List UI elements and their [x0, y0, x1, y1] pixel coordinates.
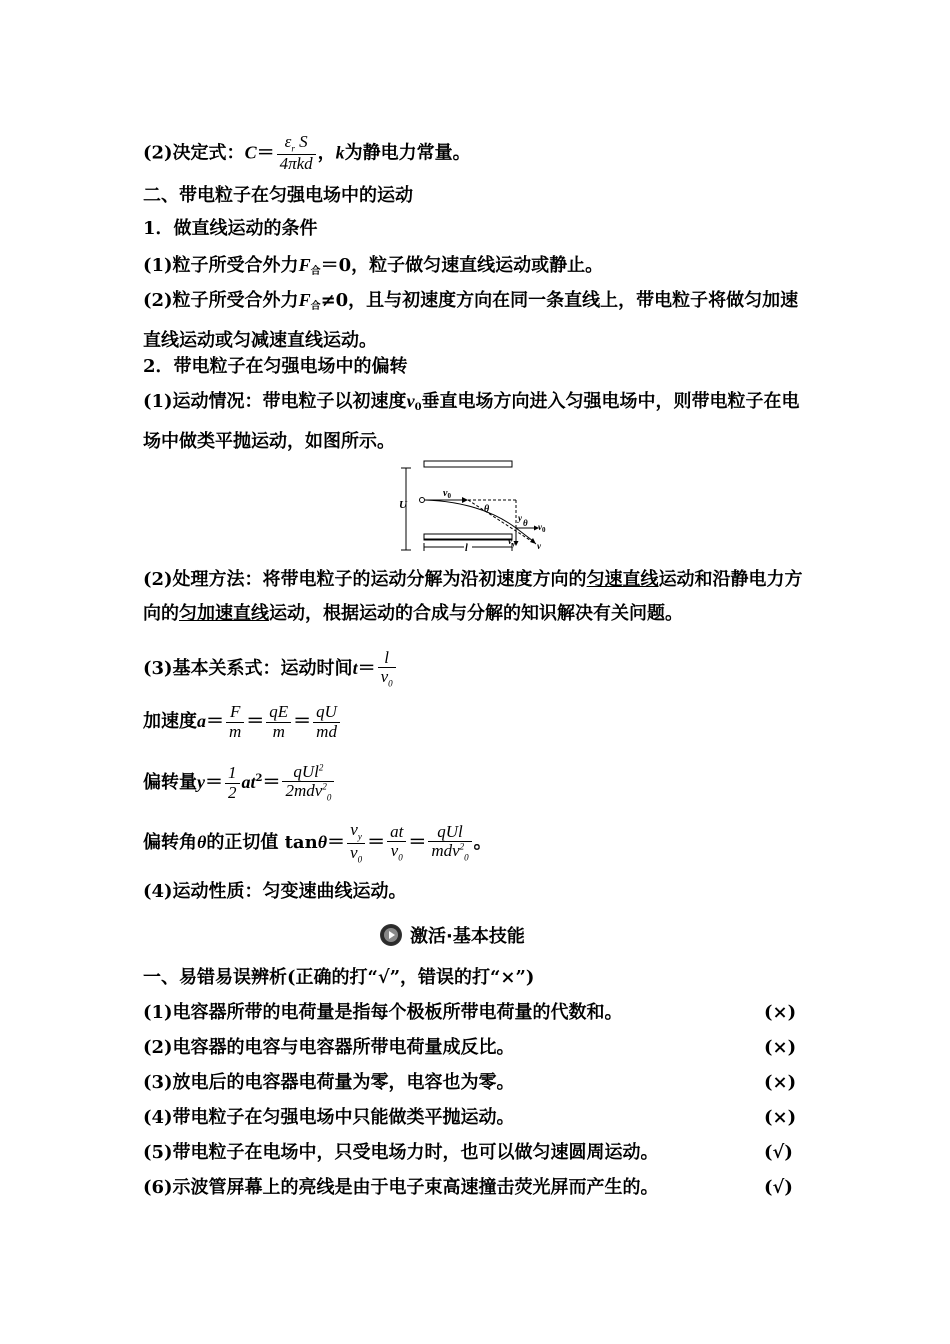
v0-sub: 0 — [414, 402, 422, 413]
quiz-mark: (×) — [764, 1072, 797, 1093]
p1-tail: ＝0，粒子做匀速直线运动或静止。 — [320, 255, 604, 276]
ang-f3d: mdv — [431, 841, 460, 861]
quiz-mark: (×) — [764, 1002, 797, 1023]
epsilon: ε — [284, 132, 292, 151]
at-square: 2 — [255, 773, 263, 784]
ang-f3d-sub: 0 — [464, 852, 469, 863]
acc-f1d: m — [226, 722, 244, 742]
v-square: 2 — [322, 781, 327, 792]
ang-f2d-sub: 0 — [398, 852, 403, 863]
quiz-item: (4)带电粒子在匀强电场中只能做类平抛运动。 — [143, 1107, 515, 1128]
time-fraction — [378, 649, 396, 690]
eq-t2: ＝ — [367, 832, 386, 853]
label-v0-right: $v_0$ — [538, 522, 546, 534]
p1-text: (1)粒子所受合外力 — [143, 255, 299, 276]
section-heading: 二、带电粒子在匀强电场中的运动 — [143, 185, 413, 206]
deflection-formula — [143, 753, 336, 809]
eq-a2: ＝ — [246, 711, 265, 732]
l-square: 2 — [318, 761, 324, 772]
var-theta: θ — [197, 832, 207, 852]
period: 。 — [473, 832, 492, 853]
label-l: l — [465, 543, 468, 554]
ang-f1n: v — [350, 820, 358, 840]
time-num: l — [384, 647, 389, 667]
deflection-diagram — [396, 456, 556, 554]
play-icon — [380, 924, 402, 946]
quiz-heading: 一、易错易误辨析(正确的打“√”，错误的打“×”) — [143, 967, 535, 988]
eq-a1: ＝ — [206, 711, 224, 732]
eq-y2: ＝ — [262, 772, 281, 793]
time-den-sub: 0 — [388, 678, 393, 689]
ang-f2n: at — [390, 821, 404, 841]
var-y: y — [197, 772, 205, 792]
trajectory — [425, 500, 516, 528]
eq-a3: ＝ — [293, 711, 312, 732]
p2-text: (2)粒子所受合外力 — [143, 290, 299, 311]
v-sub: 0 — [326, 792, 332, 803]
half-frac — [225, 764, 240, 802]
quiz-item: (2)电容器的电容与电容器所带电荷量成反比。 — [143, 1037, 515, 1058]
acc-f1n: F — [229, 701, 241, 721]
label-vy: $v_y$ — [508, 536, 515, 548]
eq-t3: ＝ — [408, 832, 427, 853]
acc-f2d: m — [266, 722, 291, 742]
paragraph-3 — [143, 384, 805, 459]
acc-frac-1 — [226, 703, 244, 741]
paragraph-4 — [143, 563, 805, 631]
var-v: v — [406, 391, 415, 411]
quiz-item: (6)示波管屏幕上的亮线是由于电子束高速撞击荧光屏而产生的。 — [143, 1177, 659, 1198]
ang-f1n-sub: y — [357, 831, 362, 842]
banner-title: 激活·基本技能 — [410, 926, 525, 947]
quiz-mark: (√) — [764, 1177, 793, 1198]
capacitance-fraction — [277, 133, 316, 174]
var-t: t — [352, 658, 358, 678]
ang-frac-2 — [387, 823, 406, 864]
quiz-item: (1)电容器所带的电荷量是指每个极板所带电荷量的代数和。 — [143, 1002, 623, 1023]
var-f: F — [298, 255, 311, 275]
acc-f2n: qE — [269, 701, 289, 721]
formula-note: 为静电力常量。 — [344, 142, 471, 164]
ang-f1d-sub: 0 — [357, 853, 363, 864]
p4-mid: 运动和沿静电力方向的 — [143, 569, 803, 624]
quiz-item: (3)放电后的电容器电荷量为零，电容也为零。 — [143, 1072, 515, 1093]
acceleration-formula — [143, 696, 342, 747]
label-theta-2: θ — [523, 518, 528, 528]
time-label: (3)基本关系式：运动时间 — [143, 658, 353, 679]
section-banner — [380, 922, 525, 948]
ang-f3n: qUl — [437, 821, 463, 841]
var-a: a — [197, 711, 206, 731]
ang-sq: 2 — [459, 841, 465, 852]
label-v: v — [537, 541, 541, 551]
angle-label: 偏转角 — [143, 832, 197, 853]
label-theta-1: θ — [484, 504, 490, 515]
he-sub-2: 合 — [310, 301, 321, 312]
answer-uniform-linear: 匀速直线 — [586, 569, 659, 590]
defl-frac — [282, 763, 334, 804]
he-sub: 合 — [310, 266, 321, 277]
denominator: 4πkd — [277, 154, 316, 174]
subheading-deflection: 2．带电粒子在匀强电场中的偏转 — [143, 356, 408, 377]
p2-tail: ≠0，且与初速度方向在同一条直线上，带电粒子将做匀加速直线运动或匀减速直线运动。 — [143, 290, 799, 351]
time-den: v — [380, 667, 389, 687]
paragraph-1 — [143, 252, 603, 285]
acc-frac-3 — [313, 703, 340, 741]
particle — [420, 498, 425, 503]
area-s: S — [294, 132, 308, 151]
acc-f3n: qU — [316, 701, 337, 721]
half-n: 1 — [228, 762, 237, 782]
quiz-mark: (×) — [764, 1037, 797, 1058]
angle-formula — [143, 816, 492, 869]
formula-label: (2)决定式： — [143, 142, 245, 164]
subheading-linear: 1．做直线运动的条件 — [143, 218, 318, 239]
equals-t: ＝ — [357, 658, 376, 679]
var-f-2: F — [298, 290, 311, 310]
var-k: k — [335, 142, 345, 163]
angle-mid: 的正切值 tan — [206, 832, 318, 853]
half-d: 2 — [225, 783, 240, 803]
quiz-mark: (×) — [764, 1107, 797, 1128]
defl-den: 2mdv — [285, 781, 323, 801]
equals: ＝ — [256, 142, 275, 164]
quiz-mark: (√) — [764, 1142, 793, 1163]
p4-text: (2)处理方法：将带电粒子的运动分解为沿初速度方向的 — [143, 569, 587, 590]
eq-t1: ＝ — [327, 832, 346, 853]
ang-f2d: v — [390, 841, 399, 861]
acc-frac-2 — [266, 703, 291, 741]
paragraph-2 — [143, 283, 805, 358]
label-v0-top: $v_0$ — [443, 488, 451, 500]
acc-label: 加速度 — [143, 711, 197, 732]
ang-frac-1 — [347, 821, 365, 865]
label-y: y — [518, 513, 522, 523]
var-at: at — [241, 772, 256, 792]
eq-y1: ＝ — [205, 772, 223, 793]
var-theta-2: θ — [317, 832, 328, 852]
comma: ， — [317, 142, 336, 164]
paragraph-motion-nature: (4)运动性质：匀变速曲线运动。 — [143, 881, 407, 902]
ang-f1d: v — [350, 842, 358, 862]
epsilon-sub: r — [291, 143, 295, 154]
quiz-item: (5)带电粒子在电场中，只受电场力时，也可以做匀速圆周运动。 — [143, 1142, 659, 1163]
defl-num: qUl — [293, 761, 319, 781]
ang-frac-3 — [428, 823, 471, 864]
time-formula — [143, 643, 398, 694]
capacitance-formula — [143, 133, 471, 174]
p4-tail: 运动，根据运动的合成与分解的知识解决有关问题。 — [269, 603, 683, 624]
p3-text: (1)运动情况：带电粒子以初速度 — [143, 391, 407, 412]
label-u: U — [399, 499, 407, 511]
p3-tail: 垂直电场方向进入匀强电场中，则带电粒子在电场中做类平抛运动，如图所示。 — [143, 391, 800, 452]
defl-label: 偏转量 — [143, 772, 197, 793]
acc-f3d: md — [313, 722, 340, 742]
answer-uniformly-accelerated: 匀加速直线 — [179, 603, 269, 624]
var-c: C — [244, 142, 257, 163]
